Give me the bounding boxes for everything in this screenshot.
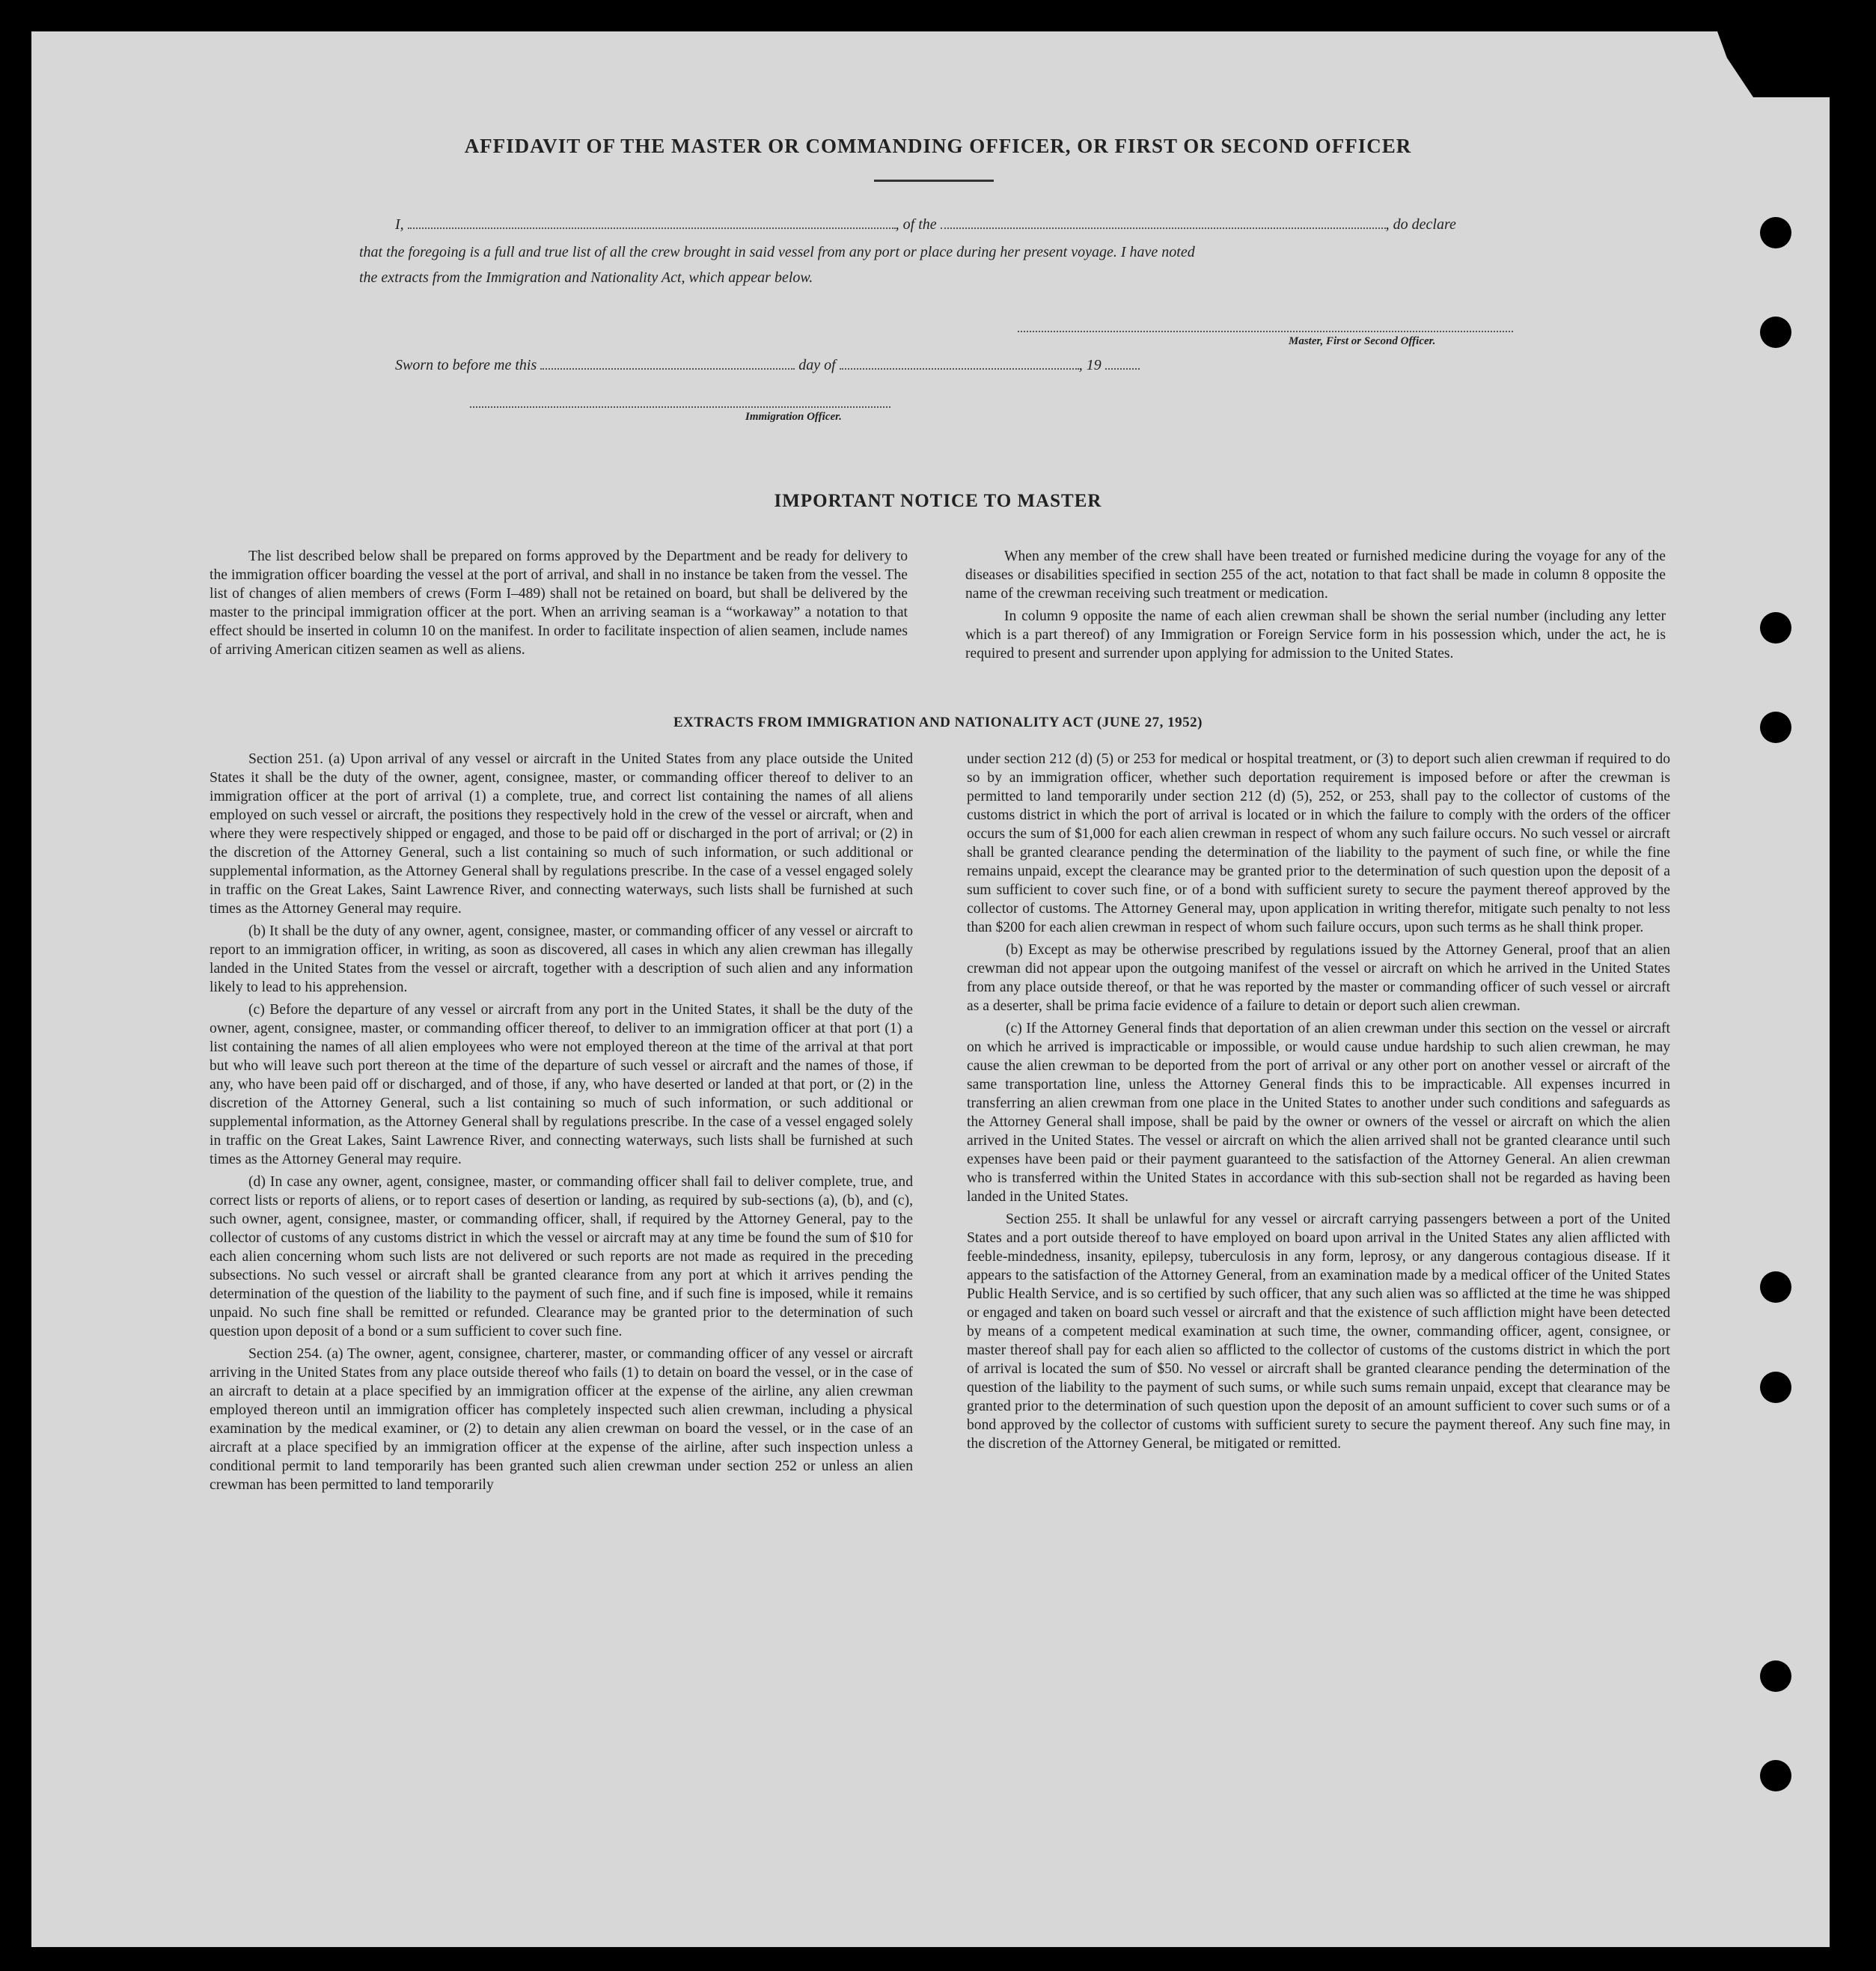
extracts-title: EXTRACTS FROM IMMIGRATION AND NATIONALITY ACT (JUNE 27, 1952) (673, 715, 1203, 730)
extracts-left-column (210, 750, 913, 1494)
section-255-paragraph: Section 255. It shall be unlawful for any vessel or aircraft carrying passengers between a port of the United States and a port outside thereof to have employed on board upon arrival in the United States any alien afflicted with feeble-mindedness, insanity, epilepsy, tuberculosis in any form, leprosy, or any dangerous contagious disease. If it appears to the satisfaction of the Attorney General, from an examination made by a medical officer of the United States Public Health Service, and is so certified by such officer, that any such alien was so afflicted at the time he was shipped or engaged and taken on board such vessel or aircraft and that the existence of such affliction might have been detected by means of a competent medical examination at such time, the owner, commanding officer, agent, consignee, or master thereof shall pay for each alien so afflicted to the collector of customs of the customs district in which the port of arrival is located the sum of $50. No vessel or aircraft shall be granted clearance pending the determination of the question of the liability to the payment of such sums, or while such sums remain unpaid, except that clearance may be granted prior to the determination of such question upon the deposit of an amount sufficient to cover such sums or of a bond approved by the collector of customs with sufficient surety to secure the payment thereof. Any such fine may, in the discretion of the Attorney General, be mitigated or remitted. (967, 1211, 1670, 1452)
punch-hole (1760, 612, 1791, 644)
section-251d-paragraph: (d) In case any owner, agent, consignee, master, or commanding officer shall fail to deliver complete, true, and correct lists or reports of aliens, or to report cases of desertion or landing, as required by sub-sections (a), (b), and (c), such owner, agent, consignee, master, or commanding officer, shall, if required by the Attorney General, pay to the collector of customs of any customs district in which the vessel or aircraft may at any time be found the sum of $10 for each alien concerning whom such lists are not delivered or such reports are not made as required in the preceding subsections. No such vessel or aircraft shall be granted clearance from any port at which it arrives pending the determination of the question of the liability to the payment of such fine, and if such fine is imposed, while it remains unpaid. No such fine shall be remitted or refunded. Clearance may be granted prior to the determination of such question upon deposit of a bond or a sum sufficient to cover such fine. (210, 1174, 913, 1339)
extracts-right-column (967, 750, 1670, 1453)
punch-hole (1760, 1760, 1791, 1791)
affidavit-title: AFFIDAVIT OF THE MASTER OR COMMANDING OFFICER, OR FIRST OR SECOND OFFICER (464, 135, 1412, 157)
notice-title: IMPORTANT NOTICE TO MASTER (774, 491, 1102, 511)
section-254a-continued-paragraph: under section 212 (d) (5) or 253 for medical or hospital treatment, or (3) to deport such alien crewman if required to do so by an immigration officer, whether such deportation requirement is imposed before or after the crewman is permitted to land temporarily under section 212 (d) (5), 252, or 253, shall pay to the collector of customs of the customs district in which the port of arrival is located or in which the failure to comply with the orders of the officer occurs the sum of $1,000 for each alien crewman in respect of whom any such failure occurs. No such vessel or aircraft shall be granted clearance pending the determination of the liability to the payment of such fine, or while the fine remains unpaid, except the clearance may be granted prior to the determination of such question upon the deposit of a sum sufficient to cover such fine, or of a bond with sufficient surety to secure the payment thereof approved by the collector of customs. The Attorney General may, upon application in writing therefor, mitigate such penalty to not less than $200 for each alien crewman in respect of whom such failure occurs, upon such terms as he shall think proper. (967, 751, 1670, 935)
punch-hole (1760, 1372, 1791, 1403)
declare-do-declare-text: , do declare (1385, 216, 1456, 233)
name-field[interactable] (408, 216, 896, 229)
vessel-field[interactable] (941, 216, 1386, 229)
section-251b-paragraph: (b) It shall be the duty of any owner, agent, consignee, master, or commanding officer of any vessel or aircraft to report to an immigration officer, in writing, as soon as discovered, all cases in which any alien crewman has illegally landed in the United States from the vessel or aircraft, together with a description of such alien and any information likely to lead to his apprehension. (210, 923, 913, 995)
declare-of-the-text: , of the (895, 216, 937, 233)
sworn-year-field[interactable] (1105, 356, 1140, 370)
punch-hole (1760, 317, 1791, 348)
punch-hole (1760, 1271, 1791, 1303)
declaration-line-3: the extracts from the Immigration and Nationality Act, which appear below. (359, 269, 813, 286)
sworn-day-of: day of (798, 357, 836, 373)
master-signature-label: Master, First or Second Officer. (1289, 335, 1436, 347)
notice-paragraph: In column 9 opposite the name of each alien crewman shall be shown the serial number (including any letter which is a part thereof) of any Immigration or Foreign Service form in his possession which, under the act, he is required to present and surrender upon applying for admission to the United States. (965, 608, 1666, 661)
notice-left-column (210, 547, 908, 659)
notice-paragraph: When any member of the crew shall have been treated or furnished medicine during the voyage for any of the diseases or disabilities specified in section 255 of the act, notation to that fact shall be made in column 8 opposite the name of the crewman receiving such treatment or medication. (965, 548, 1666, 602)
punch-hole (1760, 1660, 1791, 1692)
officer-signature-line[interactable] (470, 406, 890, 408)
sworn-line (395, 356, 1140, 374)
punch-hole (1760, 217, 1791, 248)
title-underline (874, 180, 994, 182)
section-254c-paragraph: (c) If the Attorney General finds that deportation of an alien crewman under this section on the vessel or aircraft on which he arrived is impracticable or impossible, or would cause undue hardship to such alien crewman, he may cause the alien crewman to be deported from the port of arrival or any other port on another vessel or aircraft of the same transportation line, unless the Attorney General finds this to be impracticable. All expenses incurred in transferring an alien crewman from one place in the United States to another under such conditions and safeguards as the Attorney General shall impose, shall be paid by the owner or owners of the vessel or aircraft on which the alien arrived in the United States. The vessel or aircraft on which the alien arrived shall not be granted clearance until such expenses have been paid or their payment guaranteed to the satisfaction of the Attorney General. An alien crewman who is transferred within the United States in accordance with this sub-section shall not be regarded as having been landed in the United States. (967, 1021, 1670, 1205)
officer-signature-label: Immigration Officer. (745, 411, 842, 423)
notice-paragraph: The list described below shall be prepared on forms approved by the Department and be ready for delivery to the immigration officer boarding the vessel at the port of arrival, and shall in no instance be taken from the vessel. The list of changes of alien members of crews (Form I–489) shall not be retained on board, but shall be delivered by the master to the principal immigration officer at the port. When an arriving seaman is a “workaway” a notation to that effect should be inserted in column 10 on the manifest. In order to facilitate inspection of alien seamen, include names of arriving American citizen seamen as well as aliens. (210, 548, 908, 658)
notice-right-column (965, 547, 1666, 663)
section-254b-paragraph: (b) Except as may be otherwise prescribed by regulations issued by the Attorney General, proof that an alien crewman did not appear upon the outgoing manifest of the vessel or aircraft on which he arrived in the United States from any place outside thereof, or that he was reported by the master or commanding officer of such vessel or aircraft as a deserter, shall be prima facie evidence of a failure to detain or deport such alien crewman. (967, 942, 1670, 1014)
declaration-line-2: that the foregoing is a full and true list of all the crew brought in said vessel from any port or place during her present voyage. I have noted (359, 244, 1195, 260)
declare-i-text: I, (395, 216, 404, 233)
section-254a-paragraph: Section 254. (a) The owner, agent, consignee, charterer, master, or commanding officer of any vessel or aircraft arriving in the United States from any place outside thereof who fails (1) to detain on board the vessel, or in the case of an aircraft to detain at a place specified by an immigration officer at the expense of the airline, any alien crewman employed thereon until an immigration officer has completely inspected such alien crewman, including a physical examination by the medical examiner, or (2) to detain any alien crewman on board the vessel, or in the case of an aircraft at a place specified by an immigration officer at the expense of the airline, after such inspection unless a conditional permit to land temporarily has been granted such alien crewman under section 252 or unless an alien crewman has been permitted to land temporarily (210, 1346, 913, 1493)
sworn-day-field[interactable] (540, 356, 795, 370)
section-251a-paragraph: Section 251. (a) Upon arrival of any vessel or aircraft in the United States from any place outside the United States it shall be the duty of the owner, agent, consignee, master, or commanding officer thereof to deliver to an immigration officer at the port of arrival (1) a complete, true, and correct list containing the names of all aliens employed on such vessel or aircraft, the positions they respectively hold in the crew of the vessel or aircraft, when and where they were respectively shipped or engaged, and those to be paid off or discharged in the port of arrival; or (2) in the discretion of the Attorney General, such a list containing so much of such information, or such additional or supplemental information, as the Attorney General shall by regulations prescribe. In the case of a vessel engaged solely in traffic on the Great Lakes, Saint Lawrence River, and connecting waterways, such lists shall be furnished at such times as the Attorney General may require. (210, 751, 913, 917)
sworn-year-text: , 19 (1078, 357, 1102, 373)
master-signature-line[interactable] (1018, 331, 1513, 332)
declaration-line-1 (395, 216, 1456, 233)
section-251c-paragraph: (c) Before the departure of any vessel or aircraft from any port in the United States, it shall be the duty of the owner, agent, consignee, master, or commanding officer thereof, to deliver to an immigration officer at that port (1) a list containing the names of all alien employees who were not employed thereon at the time of the arrival at that port but who will leave such port thereon at the time of the departure of such vessel or aircraft and the names of those, if any, who have been paid off or discharged, and of those, if any, who have deserted or landed at that port, or (2) in the discretion of the Attorney General, such a list containing so much of such information, or such additional or supplemental information, as the Attorney General shall by regulations prescribe. In the case of a vessel engaged solely in traffic on the Great Lakes, Saint Lawrence River, and connecting waterways, such lists shall be furnished at such times as the Attorney General may require. (210, 1002, 913, 1167)
sworn-month-field[interactable] (840, 356, 1079, 370)
sworn-prefix: Sworn to before me this (395, 357, 537, 373)
